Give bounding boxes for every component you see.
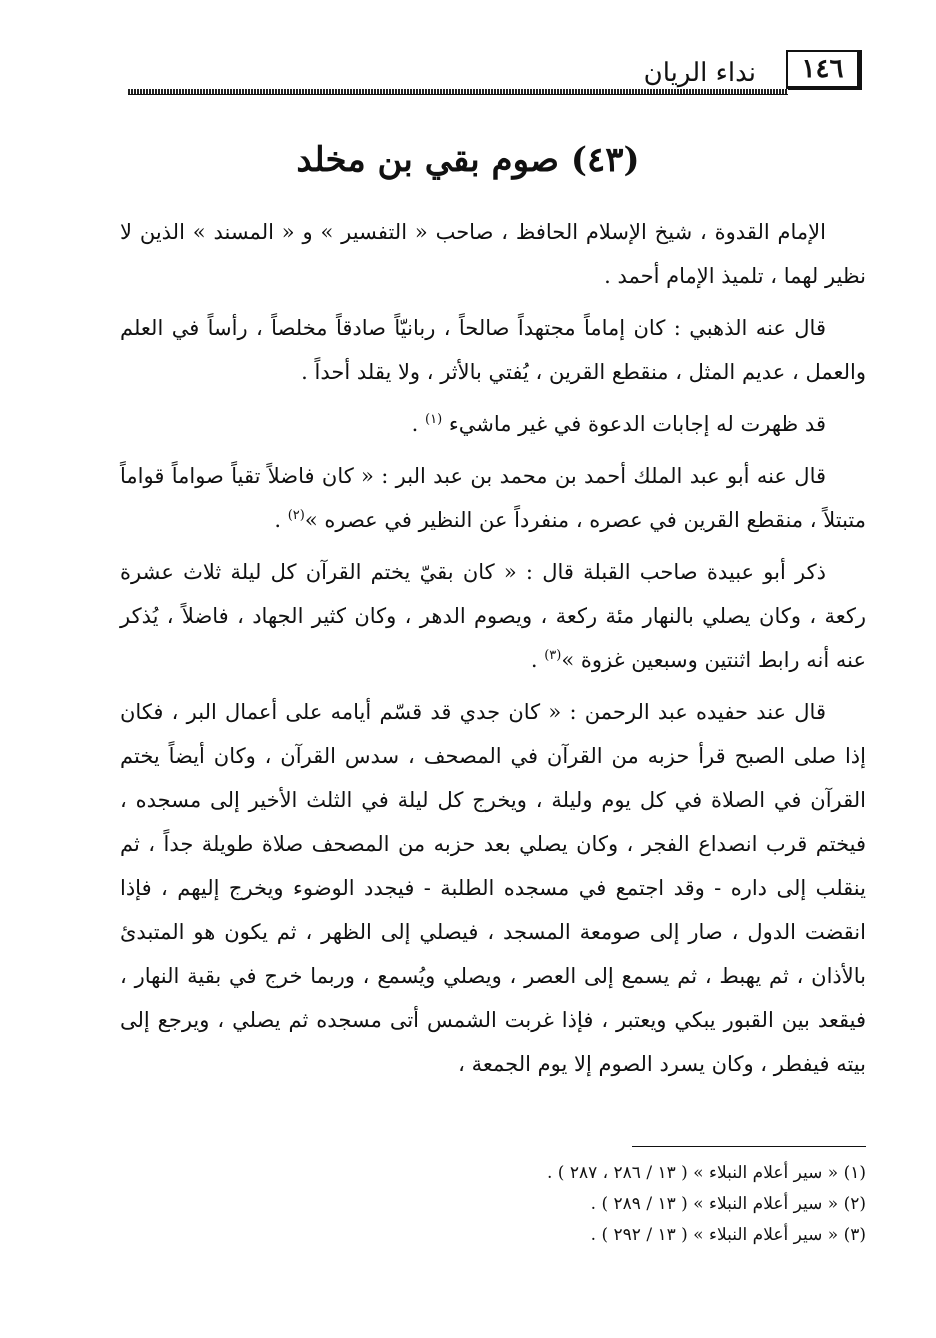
paragraph-dhahabi bbox=[120, 306, 866, 394]
paragraph-intro bbox=[120, 210, 866, 298]
footnote-1: (١) « سير أعلام النبلاء » ( ١٣ / ٢٨٦ ، ٢٨٧ ) . bbox=[546, 1163, 866, 1183]
paragraph-abu-ubaida: ذكر أبو عبيدة صاحب القبلة قال : « كان بقيّ يختم القرآن كل ليلة ثلاث عشرة ركعة ، وكان يصلي بالنهار مئة ركعة ، ويصوم الدهر ، وكان كثير الجهاد ، فاضلاً ، يُذكر عنه أنه رابط اثنتين وسبعين غزوة »$^{(٣)}$ . bbox=[120, 560, 866, 672]
footnote-ref: (٣) bbox=[544, 648, 562, 663]
paragraph-text: قد ظهرت له إجابات الدعوة في غير ماشيء bbox=[448, 412, 826, 436]
paragraph-dua: قد ظهرت له إجابات الدعوة في غير ماشيء $^{(١)}$ . bbox=[411, 412, 826, 436]
page-number-text: ١٤٦ bbox=[801, 54, 844, 84]
paragraph-text: الإمام القدوة ، شيخ الإسلام الحافظ ، صاحب « التفسير » و « المسند » الذين لا نظير لهما ، تلميذ الإمام أحمد . bbox=[120, 220, 866, 288]
paragraph-ibn-abd-albarr: قال عنه أبو عبد الملك أحمد بن محمد بن عبد البر : « كان فاضلاً تقياً صواماً قواماً متبتلاً ، منقطع القرين في عصره ، منفرداً عن النظير في عصره »$^{(٢)}$ . bbox=[120, 464, 866, 532]
paragraph-text: قال عند حفيده عبد الرحمن : « كان جدي قد قسّم أيامه على أعمال البر ، فكان إذا صلى الصبح قرأ حزبه من القرآن في المصحف ، سدس القرآن ، وكان أيضاً يختم القرآن في الصلاة في كل يوم وليلة ، ويخرج كل ليلة في الثلث الأخير إلى مسجده ، فيختم قرب انصداع الفجر ، وكان يصلي بعد حزبه من المصحف صلاة طويلة جداً ، ثم ينقلب إلى داره - وقد اجتمع في مسجده الطلبة - فيجدد الوضوء ويخرج إليهم ، فإذا انقضت الدول ، صار إلى صومعة المسجد ، فيصلي إلى الظهر ، ثم يكون هو المتبدئ بالأذان ، ثم يهبط ، ثم يسمع إلى العصر ، ويصلي ويُسمع ، وربما خرج في بقية النهار ، فيقعد بين القبور يبكي ويعتبر ، فإذا غربت الشمس أتى مسجده ثم يصلي ، ويرجع إلى بيته فيفطر ، وكان يسرد الصوم إلا يوم الجمعة ، bbox=[120, 700, 866, 1076]
header-rule bbox=[128, 89, 788, 95]
footnote-rule bbox=[632, 1146, 866, 1147]
body-text bbox=[120, 210, 866, 1094]
footnotes bbox=[400, 1158, 866, 1251]
paragraph-grandson bbox=[120, 690, 866, 1086]
paragraph-text: ذكر أبو عبيدة صاحب القبلة قال : « كان بقيّ يختم القرآن كل ليلة ثلاث عشرة ركعة ، وكان يصلي بالنهار مئة ركعة ، ويصوم الدهر ، وكان كثير الجهاد ، فاضلاً ، يُذكر عنه أنه رابط اثنتين وسبعين غزوة » bbox=[120, 560, 866, 672]
footnote-ref: (٢) bbox=[287, 508, 305, 523]
footnote-3: (٣) « سير أعلام النبلاء » ( ١٣ / ٢٩٢ ) . bbox=[590, 1225, 866, 1245]
chapter-title: (٤٣) صوم بقي بن مخلد bbox=[296, 140, 640, 180]
footnote-2: (٢) « سير أعلام النبلاء » ( ١٣ / ٢٨٩ ) . bbox=[590, 1194, 866, 1214]
footnote-ref: (١) bbox=[425, 412, 443, 427]
running-title: نداء الريان bbox=[643, 58, 756, 88]
paragraph-text: قال عنه أبو عبد الملك أحمد بن محمد بن عبد البر : « كان فاضلاً تقياً صواماً قواماً متبتلاً ، منقطع القرين في عصره ، منفرداً عن النظير في عصره » bbox=[120, 464, 866, 532]
paragraph-text: قال عنه الذهبي : كان إماماً مجتهداً صالحاً ، ربانيّاً صادقاً مخلصاً ، رأساً في العلم والعمل ، عديم المثل ، منقطع القرين ، يُفتي بالأثر ، ولا يقلد أحداً . bbox=[120, 316, 866, 384]
page-number bbox=[786, 50, 862, 90]
